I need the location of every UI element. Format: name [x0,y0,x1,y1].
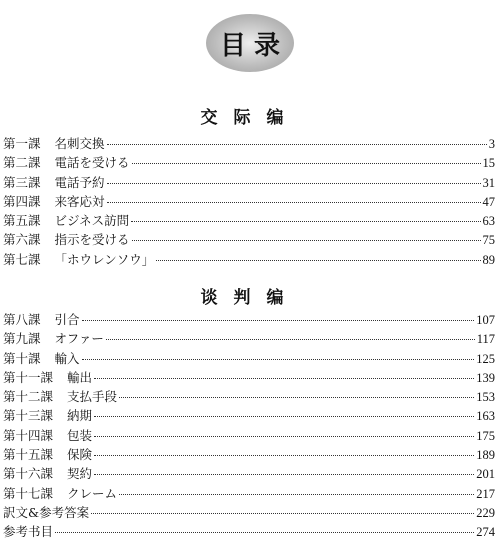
lesson-title: 電話予約 [54,174,105,190]
lesson-number: 第九課 [3,331,41,347]
lesson-title: 来客応対 [54,193,105,209]
page-number: 139 [476,370,495,385]
dot-leader [131,221,480,222]
dot-leader [94,416,474,417]
page-number: 15 [482,156,495,171]
lesson-number: 第十一課 [3,369,54,385]
dot-leader [107,183,481,184]
toc-entry [3,310,495,329]
page-number: 189 [476,448,495,463]
lesson-number: 第三課 [3,174,41,190]
section-heading-tanpan: 谈判编 [200,288,300,308]
lesson-number: 第八課 [3,312,41,327]
toc-entry [3,230,495,249]
toc-entry [3,445,495,464]
toc-entry [3,426,495,445]
page-number: 3 [488,137,495,151]
lesson-title: 指示を受ける [54,232,130,248]
dot-leader [55,532,474,533]
page-number: 63 [482,214,495,229]
page-number: 229 [476,505,495,520]
dot-leader [94,474,474,475]
toc-entry [3,192,495,211]
page-number: 117 [476,332,495,347]
dot-leader [94,455,474,456]
lesson-number: 第二課 [3,155,41,171]
page-number: 47 [482,194,495,209]
toc-title-badge [206,14,294,72]
dot-leader [119,494,474,495]
toc-entry [3,522,495,541]
section-heading-jiaoji: 交际编 [200,108,300,128]
toc-entry [3,503,495,522]
page-number: 31 [482,175,495,190]
lesson-title: クレーム [67,485,118,501]
lesson-title: 引合 [54,312,80,327]
dot-leader [82,359,475,360]
toc-entry [3,484,495,503]
page-number: 217 [476,486,495,501]
dot-leader [91,513,474,514]
lesson-title: オファー [54,331,104,347]
dot-leader [132,240,481,241]
lesson-number: 第十四課 [3,427,54,443]
dot-leader [119,397,474,398]
dot-leader [94,378,474,379]
lesson-title: 保険 [67,447,93,463]
page-number: 274 [476,525,495,540]
lesson-title: 納期 [67,408,93,424]
lesson-number: 訳文&参考答案 [3,504,90,520]
toc-entry [3,134,495,153]
lesson-number: 第五課 [3,213,41,229]
lesson-title: 「ホウレンソウ」 [54,251,155,267]
toc-entry [3,406,495,425]
toc-entry [3,349,495,368]
toc-entry [3,464,495,483]
lesson-number: 第十七課 [3,485,54,501]
toc-entry [3,173,495,192]
toc-list-tanpan [3,310,495,542]
dot-leader [132,163,481,164]
lesson-number: 第十三課 [3,408,54,424]
page-number: 125 [476,351,495,366]
page-number: 89 [482,252,495,267]
toc-list-jiaoji [3,134,495,269]
toc-entry [3,153,495,172]
page-title: 目录 [219,30,288,61]
lesson-number: 第六課 [3,232,41,248]
lesson-title: 電話を受ける [54,155,130,171]
lesson-number: 第十六課 [3,466,54,482]
page-number: 153 [476,390,495,405]
dot-leader [107,144,487,145]
dot-leader [106,339,475,340]
lesson-number: 参考书目 [3,524,54,540]
toc-entry [3,250,495,269]
lesson-number: 第七課 [3,251,41,267]
lesson-title: 輸入 [54,350,80,366]
lesson-number: 第十五課 [3,447,54,463]
dot-leader [107,202,481,203]
dot-leader [156,260,480,261]
lesson-title: 契約 [67,466,93,482]
toc-entry [3,387,495,406]
page-number: 163 [476,409,495,424]
page-number: 75 [482,233,495,248]
lesson-title: 名刺交換 [54,136,105,151]
lesson-title: ビジネス訪問 [54,213,130,229]
page-number: 107 [476,313,495,327]
lesson-title: 包装 [67,427,93,443]
lesson-title: 輸出 [67,369,93,385]
lesson-number: 第四課 [3,193,41,209]
lesson-number: 第十課 [3,350,41,366]
toc-entry [3,211,495,230]
dot-leader [94,436,474,437]
toc-entry [3,329,495,348]
dot-leader [82,320,475,321]
lesson-title: 支払手段 [67,389,118,405]
lesson-number: 第一課 [3,136,41,151]
toc-entry [3,368,495,387]
page-number: 201 [476,467,495,482]
lesson-number: 第十二課 [3,389,54,405]
page-number: 175 [476,428,495,443]
